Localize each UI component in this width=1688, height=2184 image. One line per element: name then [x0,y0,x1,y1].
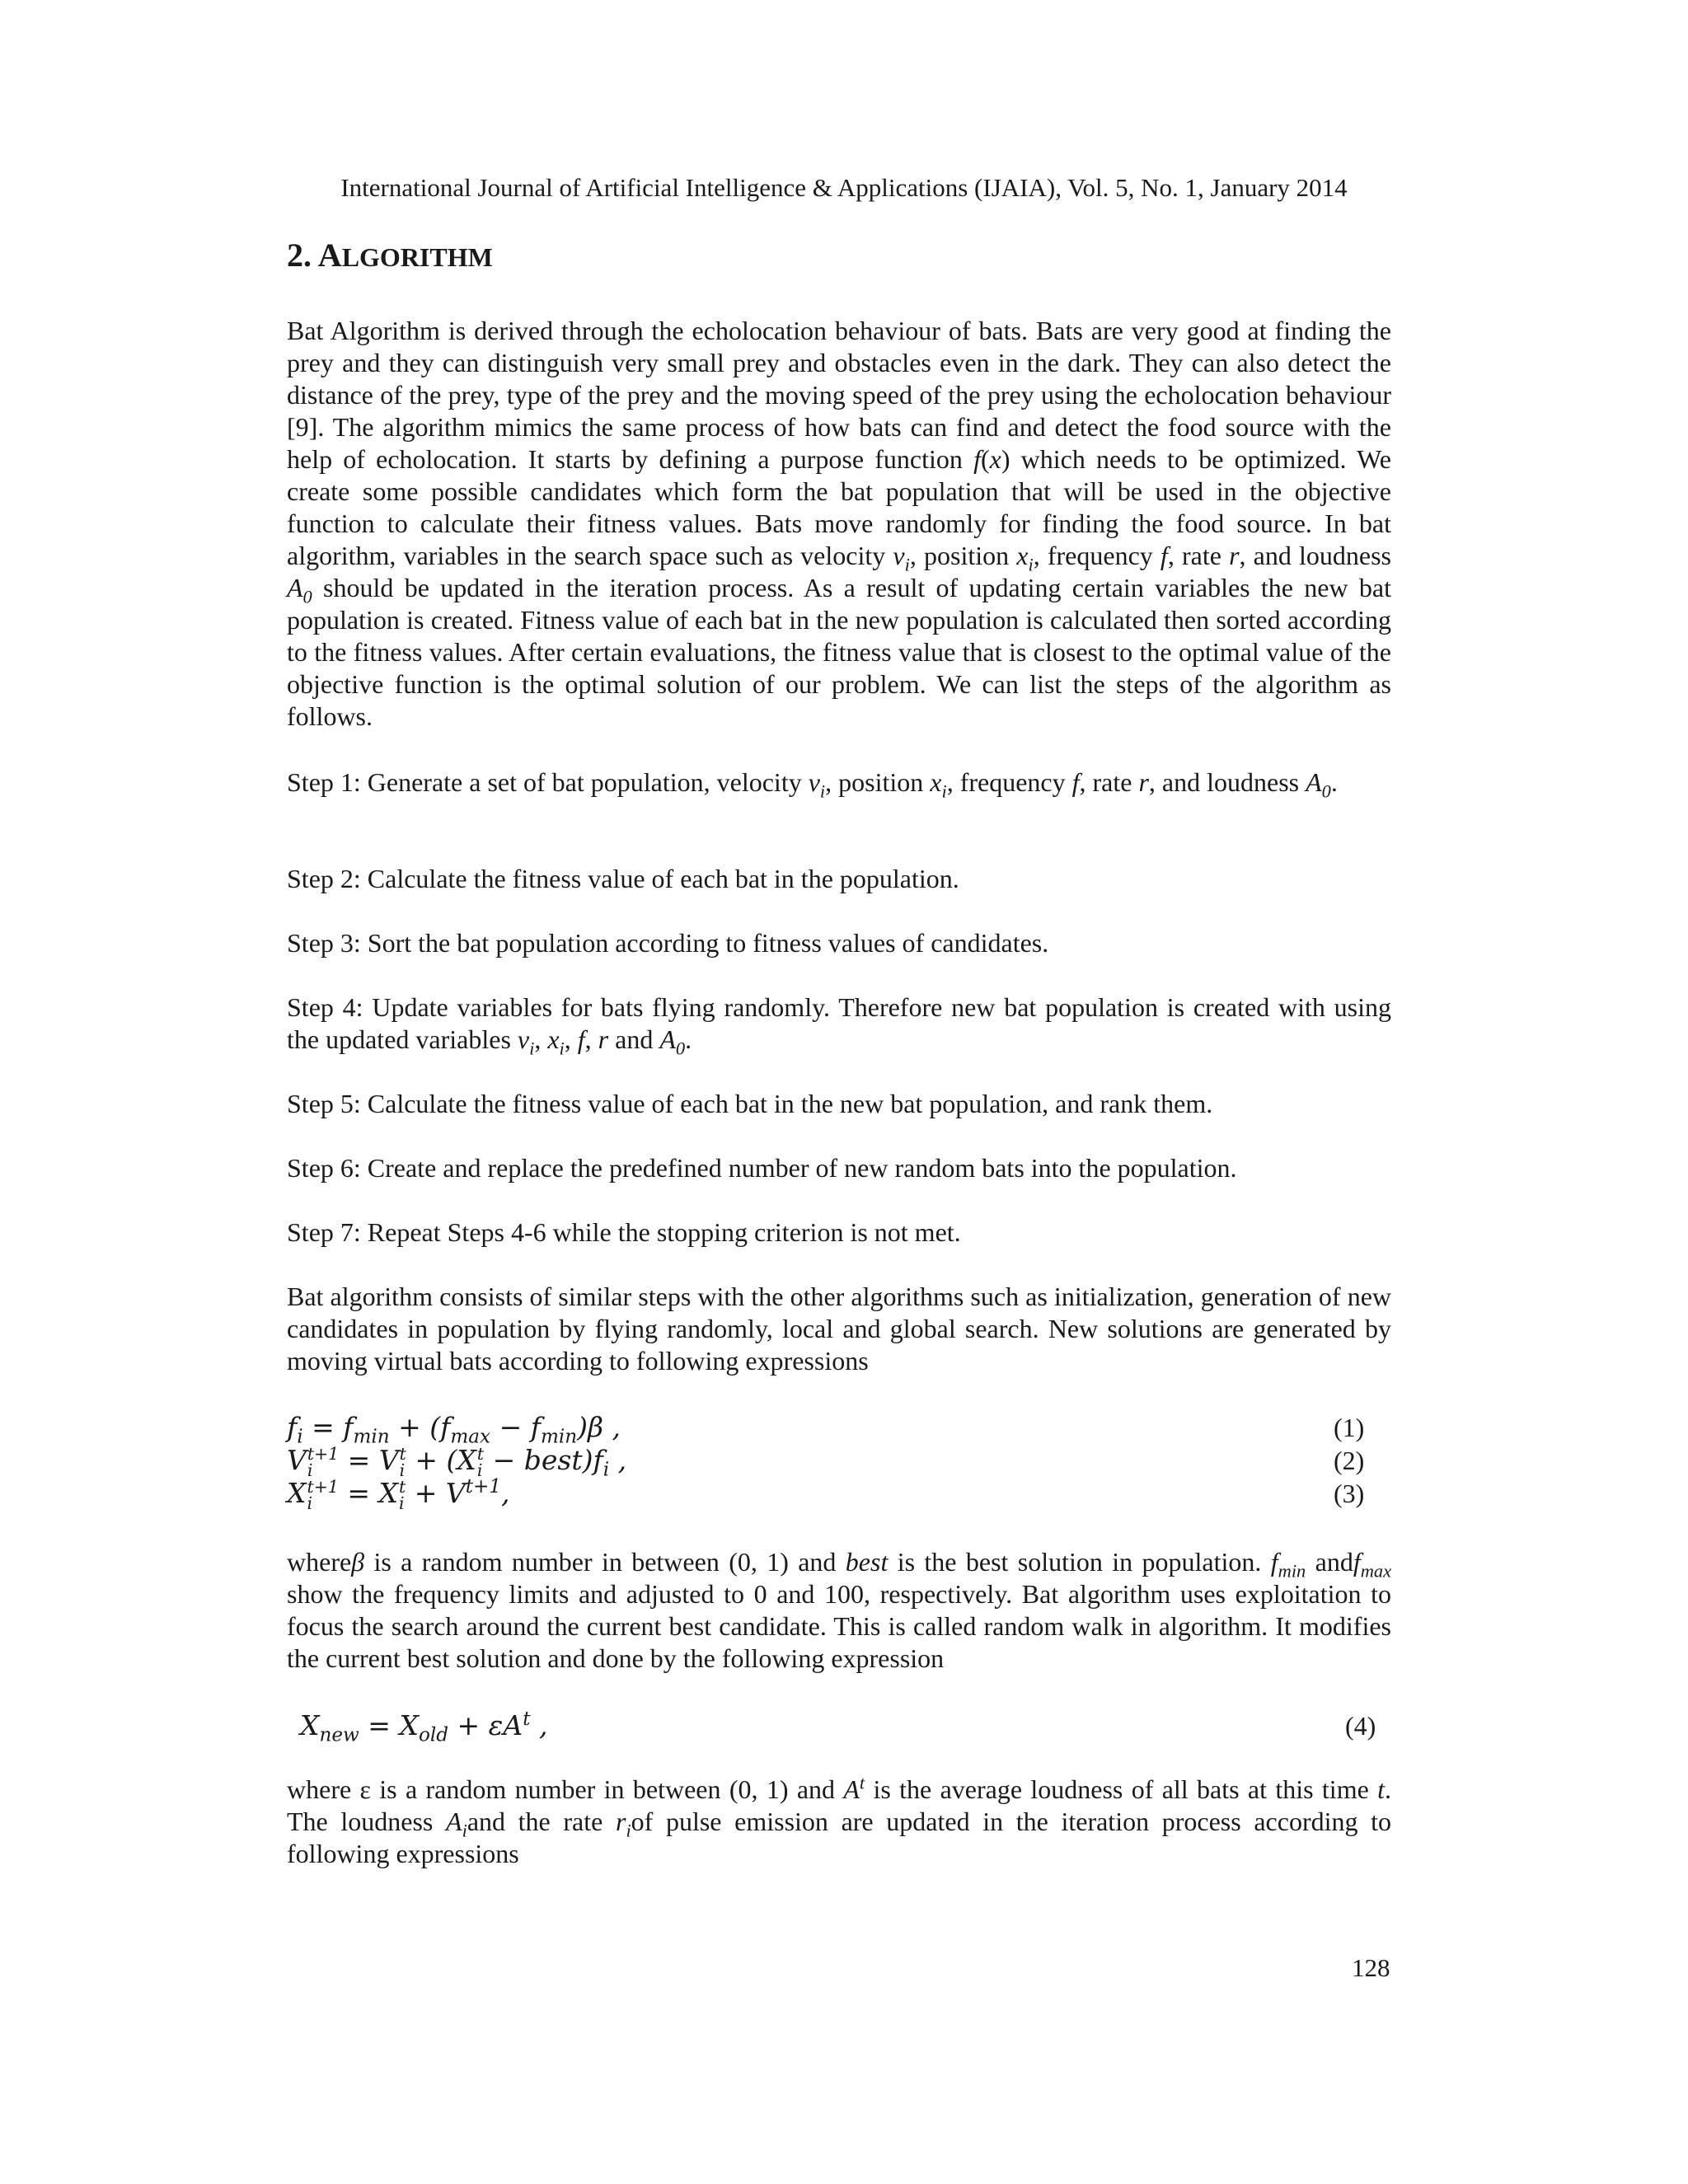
eq2-equals: = [339,1444,379,1476]
eq3-sub: i [307,1493,313,1513]
step1-text-a: Step 1: Generate a set of bat population, velocity [287,767,809,797]
intro-text-4: , frequency [1033,541,1160,570]
journal-header: International Journal of Artificial Intelligence & Applications (IJAIA), Vol. 5, No. 1, January 2014 [340,173,1348,202]
wb-text-d: and [1306,1547,1353,1577]
step1-x-sub: i [941,780,947,802]
equation-number-2: (2) [1334,1446,1365,1475]
eq3-equals: = [338,1477,379,1509]
eq2-sub3: i [476,1460,483,1480]
step-5: Step 5: Calculate the fitness value of each bat in the new bat population, and rank them. [287,1089,1213,1118]
wb-best: best [845,1547,889,1577]
step4-end: . [685,1024,692,1054]
intro-fx: f [973,444,981,474]
we-Ai-sub: i [462,1820,467,1841]
intro-paren-close: ) [1001,444,1010,474]
eq2-f: f [593,1444,603,1476]
step1-A-sub: 0 [1321,780,1331,802]
eq1-sub-max: max [450,1426,491,1448]
step4-text-a: Step 4: Update variables for bats flying randomly. Therefore new bat population is created with using the updated variables [287,992,1391,1054]
eq4-sup-t: t [523,1708,531,1730]
step1-text-e: , and loudness [1148,767,1306,797]
equation-number-3: (3) [1334,1479,1365,1508]
wb-text-b: is a random number in between (0, 1) and [364,1547,846,1577]
section-heading [287,234,493,279]
equation-4 [300,1708,548,1746]
we-text-e: of pulse emission are updated in the iteration process according to following expressions [287,1807,1392,1868]
intro-text-7: should be updated in the iteration process. As a result of updating certain variables the new bat population is created. Fitness value of each bat in the new population is calculated then sorted according to the fitness values. After certain evaluations, the fitness value that is closest to the optimal value of the objective function is the optimal solution of our problem. We can list the steps of the algorithm as follows. [287,573,1391,731]
eq1-close: ) [577,1411,588,1443]
intro-paragraph [287,315,1391,733]
equation-number-4: (4) [1345,1711,1376,1741]
wb-fmax: f [1353,1547,1361,1577]
eq2-close: ) [582,1444,593,1476]
eq2-supsub2 [399,1443,406,1480]
eq3-sup2: t [398,1476,406,1497]
step4-v-sub: i [529,1038,535,1059]
eq4-epsilon: ε [488,1709,504,1741]
step1-end: . [1330,767,1338,797]
where-epsilon-paragraph [287,1774,1391,1870]
step1-text-c: , frequency [946,767,1072,797]
eq2-sub2: i [399,1460,406,1480]
step1-text-b: , position [825,767,931,797]
eq2-supsub [307,1443,340,1480]
wb-text-c: is the best solution in population. [888,1547,1271,1577]
eq3-supsub [307,1476,339,1513]
we-text-b: is the average loudness of all bats at this time [865,1774,1378,1804]
eq3-X2: X [378,1477,398,1509]
eq2-V2: V [378,1444,399,1476]
we-ri-sub: i [626,1820,631,1841]
step4-and: and [608,1024,660,1054]
step4-x: x [547,1024,560,1054]
eq1-sub-i: i [297,1426,303,1448]
intro-text-6: , and loudness [1239,541,1392,570]
step1-A: A [1306,767,1322,797]
wb-text-a: where [287,1547,352,1577]
step4-A: A [659,1024,676,1054]
step4-sep1: , [534,1024,548,1054]
eq2-sub: i [307,1460,313,1480]
eq1-plus: + ( [389,1411,441,1443]
step1-f: f [1071,767,1080,797]
eq2-supsub3 [476,1443,485,1480]
step4-r: r [598,1024,609,1054]
eq2-sup: t+1 [307,1443,340,1464]
where-beta-paragraph [287,1546,1391,1675]
intro-r: r [1229,541,1240,570]
eq4-sub-old: old [418,1724,449,1746]
eq4-X: X [300,1709,320,1741]
step1-text-d: , rate [1079,767,1139,797]
intro-text-1: Bat Algorithm is derived through the echolocation behaviour of bats. Bats are very good at finding the prey and they can distinguish very small prey and obstacles even in the dark. They can also detect the distance of the prey, type of the prey and the moving speed of the prey using the echolocation behaviour [9]. The algorithm mimics the same process of how bats can find and detect the food source with the help of echolocation. It starts by defining a purpose function [287,316,1391,474]
eq2-V: V [287,1444,307,1476]
intro-A: A [287,573,303,602]
wb-fmax-sub: max [1360,1560,1392,1582]
we-Ai: A [446,1807,462,1836]
equation-3 [287,1477,510,1511]
intro-f: f [1160,541,1168,570]
eq3-sup: t+1 [307,1476,339,1497]
equation-1 [287,1411,621,1448]
equation-2 [287,1444,626,1479]
step-4 [287,991,1391,1059]
eq1-equals: = [302,1411,344,1443]
eq4-equals: = [359,1709,400,1741]
eq2-X: X [457,1444,476,1476]
step-2: Step 2: Calculate the fitness value of each bat in the population. [287,864,959,893]
eq1-sub-min: min [353,1426,390,1448]
step4-sep2: , [564,1024,578,1054]
eq4-sub-new: new [319,1724,359,1746]
eq1-sub-min2: min [540,1426,578,1448]
step1-v: v [808,767,820,797]
we-ri: r [615,1807,626,1836]
eq2-comma: , [609,1444,627,1476]
eq1-fmin2: f [530,1411,541,1443]
equation-number-1: (1) [1334,1413,1365,1442]
eq4-A: A [503,1709,523,1741]
step-1 [287,766,1391,802]
eq4-X2: X [399,1709,419,1741]
eq3-X: X [287,1477,307,1509]
intro-x: x [1016,541,1029,570]
eq3-sup3: t+1 [465,1476,502,1497]
wb-text-e: show the frequency limits and adjusted to 0 and 100, respectively. Bat algorithm uses exploitation to focus the search around the current best candidate. This is called random walk in algorithm. It modifies the current best solution and done by the following expression [287,1579,1391,1673]
we-text-c: . The loudness [287,1774,1392,1836]
we-text-a: where ε is a random number in between (0, 1) and [287,1774,844,1804]
page-number: 128 [1352,1953,1390,1982]
section-title-initial: A [317,237,342,274]
eq3-comma: , [501,1477,510,1509]
eq2-sup2: t [399,1443,406,1464]
eq3-sub2: i [398,1493,405,1513]
intro-A-sub: 0 [302,586,312,607]
step4-A-sub: 0 [675,1038,686,1059]
eq1-beta: β [587,1411,604,1443]
step1-x: x [930,767,942,797]
step-6: Step 6: Create and replace the predefined number of new random bats into the population. [287,1153,1237,1183]
eq1-fmax: f [440,1411,451,1443]
eq2-sup3: t [476,1443,485,1464]
we-A: A [843,1774,860,1804]
eq3-plus: + [406,1477,446,1509]
eq3-supsub2 [398,1476,406,1513]
step4-f: f [577,1024,585,1054]
intro-text-2: which needs to be optimized. We create some possible candidates which form the bat population that will be used in the objective function to calculate their fitness values. Bats move randomly for finding the food source. In bat algorithm, variables in the search space such as velocity [287,444,1392,570]
step-3: Step 3: Sort the bat population according to fitness values of candidates. [287,928,1049,958]
wb-beta: β [351,1547,365,1577]
eq4-plus: + [448,1709,489,1741]
step1-r: r [1138,767,1149,797]
step4-sep3: , [584,1024,598,1054]
intro-text-3: , position [909,541,1017,570]
eq1-f: f [287,1411,298,1443]
eq2-sub4: i [603,1459,610,1481]
intro-fx-x: x [989,444,1001,474]
eq1-comma: , [603,1411,621,1443]
eq1-fmin: f [343,1411,354,1443]
step1-v-sub: i [819,780,826,802]
we-t: t [1377,1774,1386,1804]
step-7: Step 7: Repeat Steps 4-6 while the stopping criterion is not met. [287,1217,961,1247]
intro-paren-open: ( [980,444,990,474]
intro-text-5: , rate [1167,541,1230,570]
intro-x-sub: i [1028,554,1034,575]
step4-v: v [517,1024,530,1054]
eq2-minus: − [484,1444,524,1476]
wb-fmin-sub: min [1278,1560,1306,1582]
similar-steps-paragraph: Bat algorithm consists of similar steps with the other algorithms such as initialization, generation of new candidates in population by flying randomly, local and global search. New solutions are generated by moving virtual bats according to following expressions [287,1282,1391,1376]
intro-v: v [893,541,905,570]
eq3-V: V [445,1477,466,1509]
eq1-minus: − [490,1411,531,1443]
section-number: 2. [287,237,318,274]
step4-x-sub: i [559,1038,565,1059]
eq4-comma: , [530,1709,548,1741]
we-text-d: and the rate [467,1807,616,1836]
we-A-sup: t [859,1772,865,1793]
intro-v-sub: i [904,554,910,575]
wb-fmin: f [1270,1547,1278,1577]
section-title-rest: LGORITHM [341,242,493,272]
eq2-plus: + ( [406,1444,457,1476]
eq2-best: best [523,1444,583,1476]
